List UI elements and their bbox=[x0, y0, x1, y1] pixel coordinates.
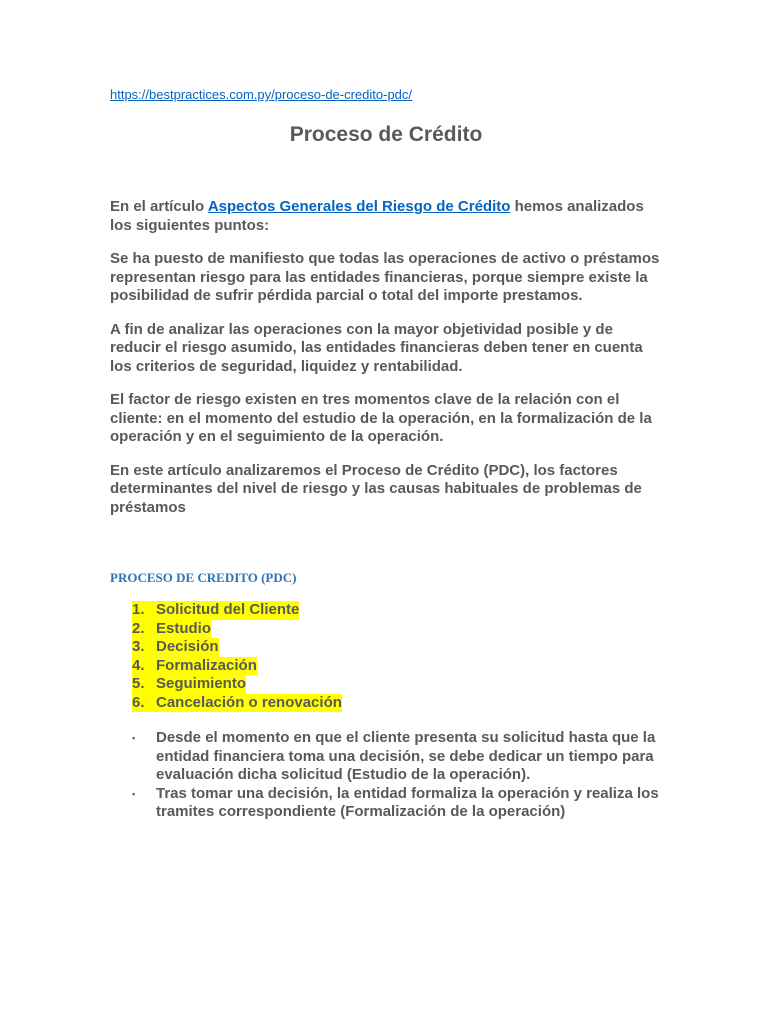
source-url-link[interactable]: https://bestpractices.com.py/proceso-de-credito-pdc/ bbox=[110, 87, 413, 102]
step-label: Cancelación o renovación bbox=[156, 693, 342, 711]
highlighted-step bbox=[132, 657, 257, 676]
paragraph-article-scope: En este artículo analizaremos el Proceso de Crédito (PDC), los factores determinantes del nivel de riesgo y las causas habituales de problemas de préstamos bbox=[110, 461, 642, 516]
list-item bbox=[132, 675, 662, 694]
page-title: Proceso de Crédito bbox=[289, 123, 483, 146]
highlighted-step bbox=[132, 694, 342, 713]
highlighted-step bbox=[132, 638, 219, 657]
bullet-text: Desde el momento en que el cliente presenta su solicitud hasta que la entidad financiera toma una decisión, se debe dedicar un tiempo para evaluación dicha solicitud (Estudio de la operación). bbox=[156, 729, 656, 783]
step-label: Seguimiento bbox=[156, 675, 247, 692]
list-item bbox=[132, 620, 662, 639]
bullet-list bbox=[110, 729, 662, 822]
list-item bbox=[132, 601, 662, 620]
document-page bbox=[110, 86, 662, 822]
paragraph-criteria: A fin de analizar las operaciones con la mayor objetividad posible y de reducir el riesgo asumido, las entidades financieras deben tener en cuenta los criterios de seguridad, liquidez y rentabilidad. bbox=[110, 320, 643, 375]
process-steps-list bbox=[110, 601, 662, 712]
square-bullet-icon: ▪ bbox=[132, 733, 136, 743]
article-link[interactable]: Aspectos Generales del Riesgo de Crédito bbox=[207, 198, 511, 215]
list-item bbox=[132, 785, 662, 822]
intro-paragraph bbox=[110, 198, 662, 235]
highlighted-step bbox=[132, 675, 246, 694]
highlighted-step bbox=[132, 620, 211, 639]
list-item bbox=[132, 694, 662, 713]
highlighted-step bbox=[132, 601, 299, 620]
step-label: Solicitud del Cliente bbox=[156, 601, 300, 618]
step-label: Decisión bbox=[156, 638, 219, 655]
intro-text-before: En el artículo bbox=[110, 198, 208, 215]
list-item bbox=[132, 657, 662, 676]
step-number: 4. bbox=[132, 656, 145, 674]
step-number: 6. bbox=[132, 693, 145, 711]
step-number: 2. bbox=[132, 619, 145, 637]
list-item bbox=[132, 638, 662, 657]
step-number: 5. bbox=[132, 675, 145, 692]
step-label: Estudio bbox=[156, 619, 211, 637]
step-number: 3. bbox=[132, 638, 145, 655]
step-label: Formalización bbox=[156, 656, 257, 674]
intro-text-after: hemos analizados los siguientes puntos: bbox=[110, 198, 644, 234]
paragraph-risk: Se ha puesto de manifiesto que todas las operaciones de activo o préstamos representan riesgo para las entidades financieras, porque siempre existe la posibilidad de sufrir pérdida parcial o total del importe prestamos. bbox=[110, 250, 660, 304]
step-number: 1. bbox=[132, 601, 145, 618]
list-item bbox=[132, 729, 662, 785]
section-heading: PROCESO DE CREDITO (PDC) bbox=[110, 570, 297, 585]
bullet-text: Tras tomar una decisión, la entidad formaliza la operación y realiza los tramites correspondiente (Formalización de la operación) bbox=[156, 784, 659, 820]
square-bullet-icon: ▪ bbox=[132, 788, 136, 799]
paragraph-moments: El factor de riesgo existen en tres momentos clave de la relación con el cliente: en el momento del estudio de la operación, en la formalización de la operación y en el seguimiento de la operación. bbox=[110, 391, 652, 445]
